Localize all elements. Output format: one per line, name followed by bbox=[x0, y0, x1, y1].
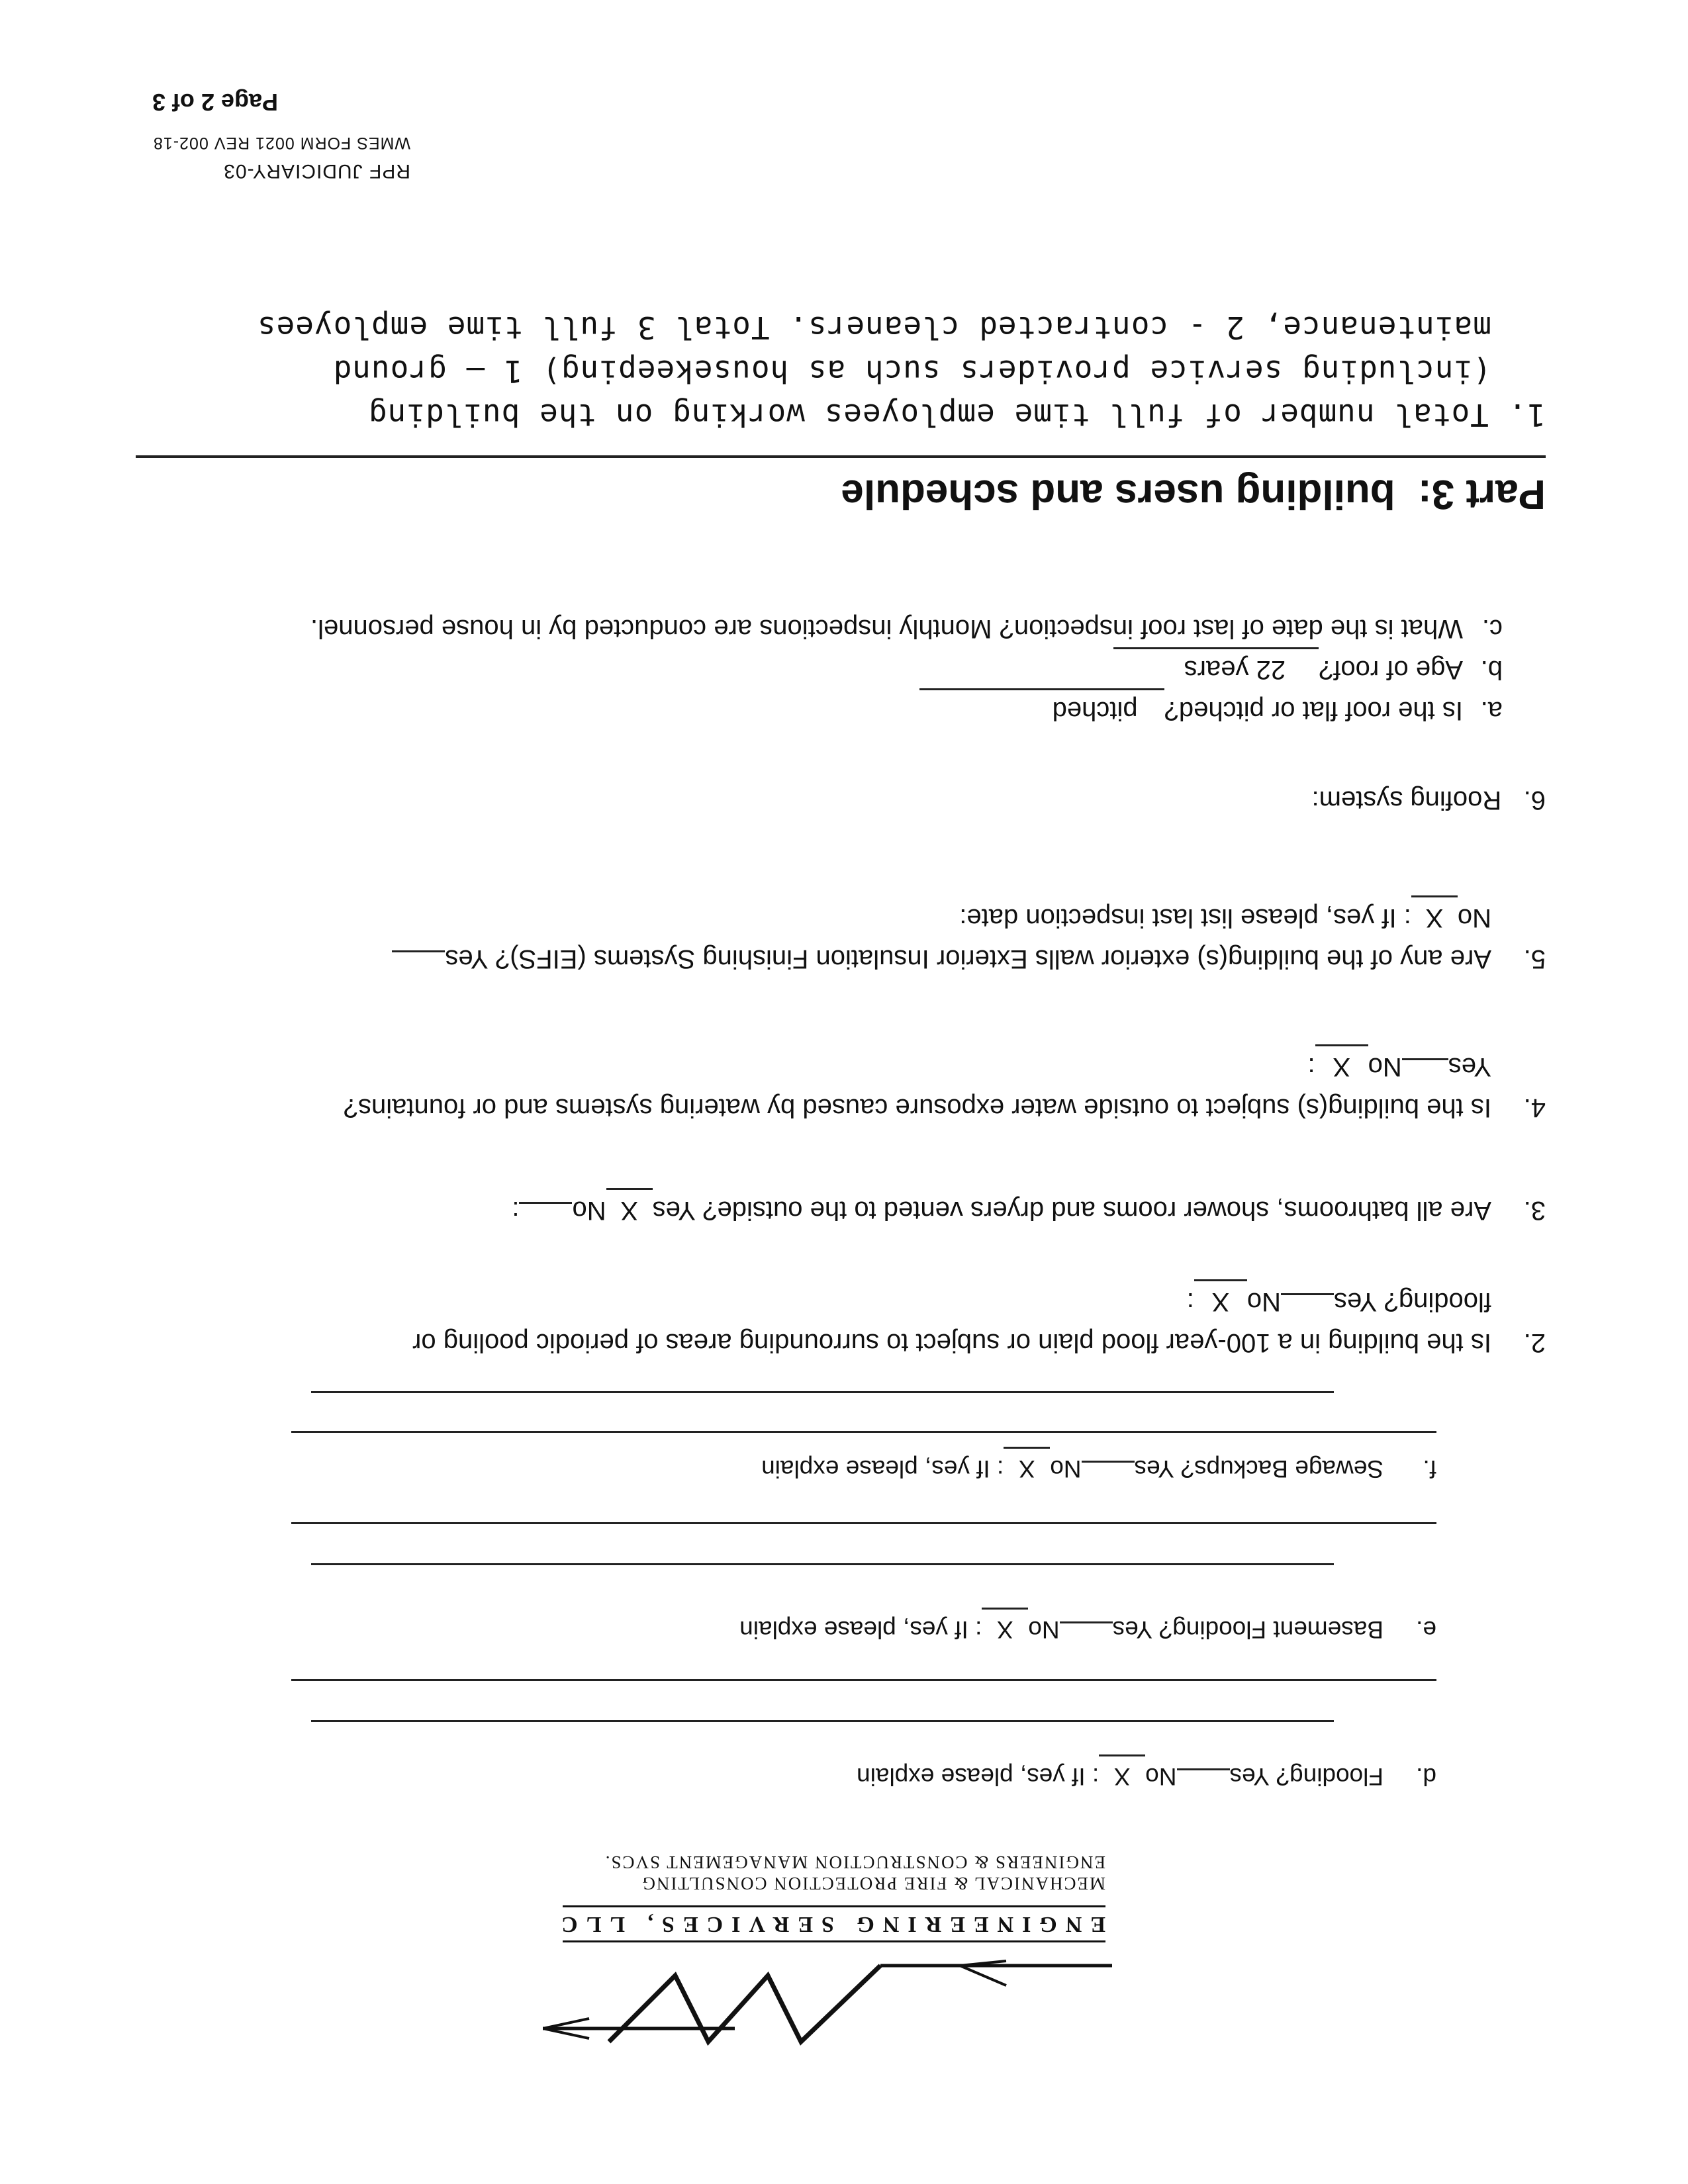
page-number: Page 2 of 3 bbox=[152, 89, 278, 116]
answer-line bbox=[291, 1431, 1436, 1433]
roofing-a-label: a. bbox=[1480, 696, 1503, 725]
question-5-eifs bbox=[261, 895, 1546, 979]
roofing-item-a bbox=[311, 688, 1503, 731]
roofing-b-label: b. bbox=[1480, 655, 1503, 684]
form-code: RPF JUDICIARY-03 bbox=[223, 160, 410, 182]
item-e-question: Basement Flooding? Yes bbox=[1112, 1616, 1383, 1643]
roofing-b-answer: 22 years bbox=[1184, 655, 1286, 684]
answer-line bbox=[311, 1720, 1334, 1722]
item-e-mark: X bbox=[996, 1616, 1013, 1643]
logo-mark-text: WM bbox=[848, 1967, 861, 1974]
logo-tagline-2: ENGINEERS & CONSTRUCTION MANAGEMENT SVCS. bbox=[604, 1852, 1105, 1872]
question-3-vented bbox=[261, 1188, 1546, 1231]
item-d-label: d. bbox=[1416, 1763, 1436, 1790]
question-4-no: No bbox=[1368, 1052, 1402, 1081]
question-2-line-1: Is the building in a 100-year flood plain or subject to surrounding areas of periodic pooling or bbox=[412, 1328, 1491, 1357]
question-4-yes: Yes bbox=[1448, 1052, 1491, 1081]
question-4-line-1: Is the building(s) subject to outside water exposure caused by watering systems and or fountains? bbox=[343, 1093, 1491, 1122]
answer-line bbox=[291, 1522, 1436, 1524]
wm-logo-mark-icon bbox=[543, 1949, 1112, 2048]
question-2-end: : bbox=[1186, 1287, 1194, 1316]
question-5-mark: X bbox=[1425, 903, 1444, 933]
item-d-flooding bbox=[311, 1754, 1436, 1797]
part-3-item-1: 1. Total number of full time employees working on the building (including service providers such as housekeeping) 1 – ground maintenance, 2 - contracted cleaners. Total 3 full time employees bbox=[256, 310, 1546, 433]
item-e-no: No bbox=[1028, 1616, 1060, 1643]
question-4-water-exposure bbox=[261, 1044, 1546, 1128]
item-e-explain: : If yes, please explain bbox=[739, 1616, 982, 1643]
question-3-end: : bbox=[512, 1196, 520, 1225]
question-3-mark: X bbox=[620, 1196, 638, 1225]
question-4-number: 4. bbox=[1523, 1093, 1546, 1122]
question-5-no: No bbox=[1457, 903, 1491, 933]
roofing-b-question: Age of roof? bbox=[1319, 655, 1463, 684]
item-d-explain: : If yes, please explain bbox=[857, 1763, 1100, 1790]
answer-line bbox=[311, 1563, 1334, 1565]
logo-tagline-1: MECHANICAL & FIRE PROTECTION CONSULTING bbox=[641, 1874, 1105, 1893]
answer-line bbox=[291, 1679, 1436, 1681]
roofing-item-c bbox=[258, 608, 1503, 649]
item-f-question: Sewage Backups? Yes bbox=[1134, 1455, 1383, 1482]
roofing-item-b bbox=[311, 647, 1503, 690]
form-revision: WMES FORM 0021 REV 002-18 bbox=[152, 134, 410, 152]
item-d-question: Flooding? Yes bbox=[1229, 1763, 1383, 1790]
company-logo bbox=[444, 1784, 1112, 2048]
question-2-number: 2. bbox=[1523, 1328, 1546, 1357]
answer-line bbox=[311, 1391, 1334, 1393]
roofing-a-answer: pitched bbox=[1052, 696, 1138, 725]
roofing-c-label: c. bbox=[1481, 614, 1503, 643]
question-2-line-2: flooding? Yes bbox=[1333, 1287, 1491, 1316]
item-f-mark: X bbox=[1018, 1455, 1035, 1482]
item-f-sewage-backups bbox=[311, 1447, 1436, 1489]
question-5-number: 5. bbox=[1523, 944, 1546, 974]
item-f-no: No bbox=[1050, 1455, 1082, 1482]
question-3-text: Are all bathrooms, shower rooms and dryers vented to the outside? Yes bbox=[652, 1196, 1491, 1225]
roofing-a-question: Is the roof flat or pitched? bbox=[1164, 696, 1463, 725]
question-5-line-2: : If yes, please list last inspection date: bbox=[959, 903, 1411, 933]
section-divider bbox=[136, 455, 1546, 458]
part-3-title: Part 3: building users and schedule bbox=[841, 471, 1546, 517]
question-2-no: No bbox=[1246, 1287, 1281, 1316]
item-e-label: e. bbox=[1416, 1616, 1436, 1643]
question-3-no: No bbox=[572, 1196, 606, 1225]
question-3-number: 3. bbox=[1523, 1196, 1546, 1225]
logo-company-name: ENGINEERING SERVICES, LLC bbox=[563, 1905, 1105, 1942]
question-6-roofing-heading: 6. Roofing system: bbox=[1311, 786, 1546, 815]
question-2-mark: X bbox=[1211, 1287, 1230, 1316]
question-2-flood-plain bbox=[261, 1279, 1546, 1363]
item-f-label: f. bbox=[1423, 1455, 1436, 1482]
item-f-explain: : If yes, please explain bbox=[761, 1455, 1004, 1482]
question-4-mark: X bbox=[1333, 1052, 1350, 1081]
question-4-end: : bbox=[1307, 1052, 1315, 1081]
item-d-no: No bbox=[1145, 1763, 1177, 1790]
item-e-basement-flooding bbox=[311, 1608, 1436, 1650]
item-d-mark: X bbox=[1113, 1763, 1131, 1790]
roofing-c-text: What is the date of last roof inspection? Monthly inspections are conducted by in house personnel. bbox=[310, 614, 1463, 643]
question-5-line-1: Are any of the building(s) exterior walls Exterior Insulation Finishing Systems (EIFS)? Yes bbox=[445, 944, 1491, 974]
